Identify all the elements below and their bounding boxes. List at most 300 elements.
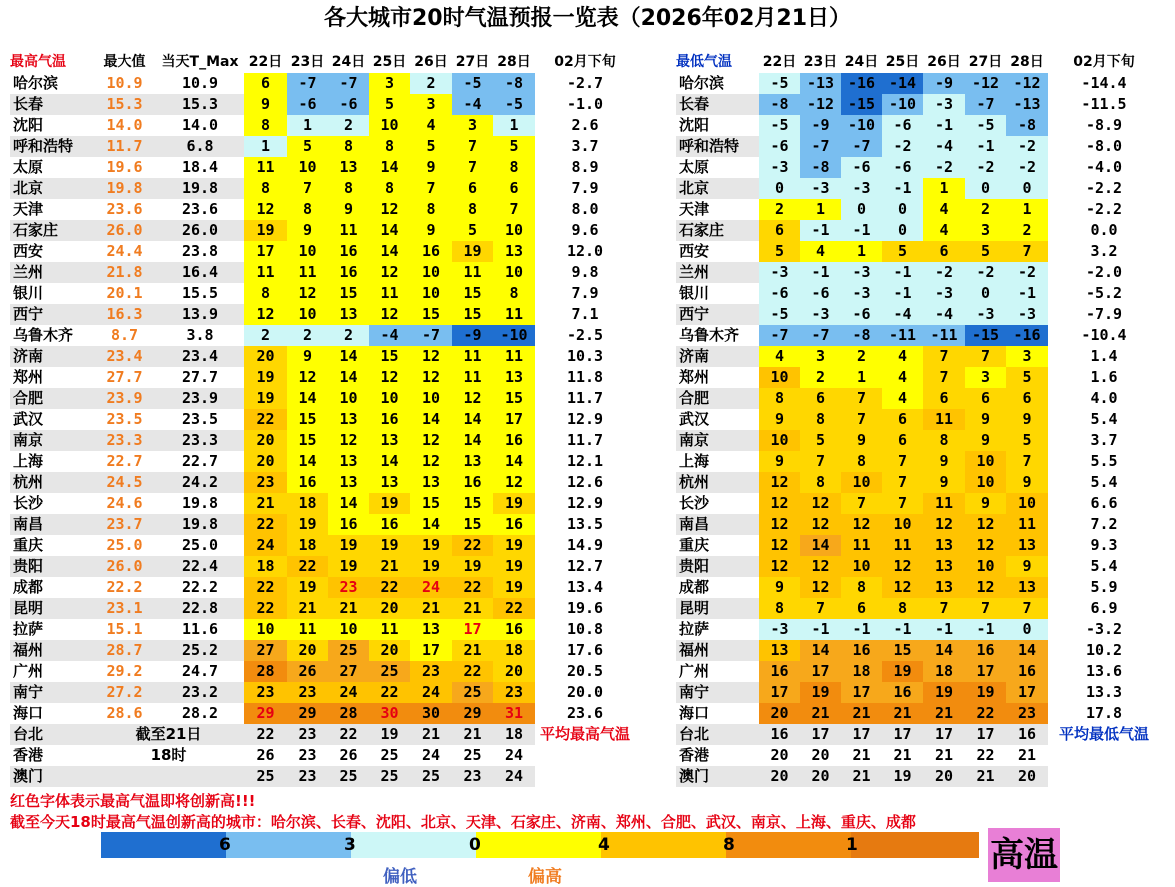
max-value: 23.4 [106, 347, 143, 365]
table-row [10, 346, 635, 367]
table-row [10, 283, 635, 304]
forecast-cell: 19 [493, 556, 535, 577]
forecast-cell: 9 [759, 577, 800, 598]
city-name: 香港 [679, 746, 710, 764]
forecast-cell: 25 [380, 767, 399, 785]
avg-high: 9.6 [535, 220, 635, 241]
forecast-cell: -1 [882, 178, 923, 199]
today-tmax: 15.3 [181, 95, 219, 113]
forecast-cell: 8 [493, 283, 535, 304]
city-name: 香港 [13, 746, 44, 764]
table-row [10, 556, 635, 577]
table-row [676, 178, 1160, 199]
forecast-cell: 7 [965, 598, 1006, 619]
high-header-cell: 24日 [331, 54, 366, 70]
forecast-cell: 20 [811, 746, 830, 764]
avg-high: 20.0 [535, 682, 635, 703]
table-row [676, 535, 1160, 556]
avg-low: 1.6 [1048, 367, 1160, 388]
table-row [676, 241, 1160, 262]
forecast-cell: 15 [410, 493, 452, 514]
city-name: 天津 [679, 200, 710, 218]
max-value: 19.6 [106, 158, 143, 176]
blank-cell [535, 766, 635, 787]
forecast-cell: 2 [328, 325, 369, 346]
forecast-cell: 6 [800, 388, 841, 409]
forecast-cell: 11 [328, 220, 369, 241]
forecast-cell: 10 [759, 367, 800, 388]
max-value: 20.1 [106, 284, 143, 302]
low-header-cell: 23日 [803, 54, 838, 70]
blank-cell [1048, 766, 1160, 787]
forecast-cell: 21 [410, 598, 452, 619]
today-tmax: 19.8 [181, 515, 219, 533]
city-name: 银川 [13, 284, 44, 302]
forecast-cell: -6 [882, 115, 923, 136]
forecast-cell: 16 [493, 430, 535, 451]
forecast-cell: 16 [369, 409, 410, 430]
low-header-cell: 02月下旬 [1073, 54, 1135, 70]
forecast-cell: 12 [965, 535, 1006, 556]
table-row [10, 451, 635, 472]
forecast-cell: 10 [410, 262, 452, 283]
forecast-cell: 21 [244, 493, 287, 514]
low-header-cell: 26日 [927, 54, 961, 70]
forecast-cell: 10 [965, 556, 1006, 577]
city-name: 武汉 [679, 410, 710, 428]
forecast-cell: -6 [759, 283, 800, 304]
city-name: 西安 [679, 242, 710, 260]
avg-high: 11.7 [535, 388, 635, 409]
forecast-cell: 25 [380, 746, 399, 764]
table-row [676, 409, 1160, 430]
forecast-cell: 7 [882, 451, 923, 472]
forecast-cell: 14 [452, 409, 493, 430]
city-name: 拉萨 [13, 620, 44, 638]
forecast-cell: -1 [965, 619, 1006, 640]
forecast-cell: 15 [452, 304, 493, 325]
avg-low: -5.2 [1048, 283, 1160, 304]
max-value: 11.7 [106, 137, 143, 155]
forecast-cell: 19 [287, 577, 328, 598]
forecast-cell: 15 [452, 514, 493, 535]
forecast-cell: 8 [328, 136, 369, 157]
forecast-cell: 10 [965, 472, 1006, 493]
forecast-cell: 14 [328, 367, 369, 388]
forecast-cell: 20 [493, 661, 535, 682]
forecast-cell: 0 [759, 178, 800, 199]
forecast-cell: 13 [328, 409, 369, 430]
max-value: 27.2 [106, 683, 143, 701]
forecast-cell: 18 [493, 640, 535, 661]
forecast-cell: 25 [339, 767, 358, 785]
high-header-cell: 22日 [248, 54, 283, 70]
avg-high-label: 平均最高气温 [535, 724, 635, 745]
avg-low: -2.2 [1048, 178, 1160, 199]
forecast-cell: 20 [244, 451, 287, 472]
forecast-cell: 3 [369, 73, 410, 94]
forecast-cell: 9 [328, 199, 369, 220]
table-row [676, 367, 1160, 388]
forecast-cell: 6 [965, 388, 1006, 409]
forecast-cell: 16 [965, 640, 1006, 661]
max-value: 23.1 [106, 599, 143, 617]
forecast-cell: -10 [841, 115, 882, 136]
avg-high: 17.6 [535, 640, 635, 661]
avg-low: -14.4 [1048, 73, 1160, 94]
forecast-cell: 12 [410, 430, 452, 451]
today-tmax: 13.9 [181, 305, 219, 323]
today-tmax: 18.4 [181, 158, 219, 176]
forecast-cell: 13 [410, 619, 452, 640]
forecast-cell: 19 [893, 767, 912, 785]
forecast-cell: -2 [965, 262, 1006, 283]
max-value: 22.7 [106, 452, 143, 470]
avg-low-label: 平均最低气温 [1048, 724, 1160, 745]
forecast-cell: 4 [882, 346, 923, 367]
city-name: 重庆 [13, 536, 44, 554]
forecast-cell: 6 [1006, 388, 1048, 409]
forecast-cell: 6 [759, 220, 800, 241]
forecast-cell: 19 [493, 493, 535, 514]
forecast-cell: 12 [800, 556, 841, 577]
forecast-cell: 10 [287, 241, 328, 262]
max-value: 23.5 [106, 410, 143, 428]
max-value: 26.0 [106, 557, 143, 575]
max-value: 26.0 [106, 221, 143, 239]
forecast-cell: 19 [800, 682, 841, 703]
avg-low: 6.9 [1048, 598, 1160, 619]
forecast-cell: 7 [800, 598, 841, 619]
table-row [10, 703, 635, 724]
table-row [676, 199, 1160, 220]
forecast-cell: 1 [1006, 199, 1048, 220]
avg-low: -2.0 [1048, 262, 1160, 283]
forecast-cell: -2 [923, 157, 965, 178]
forecast-cell: 23 [298, 746, 317, 764]
forecast-cell: 28 [328, 703, 369, 724]
avg-high: -2.5 [535, 325, 635, 346]
today-tmax: 14.0 [181, 116, 219, 134]
avg-high: 11.8 [535, 367, 635, 388]
avg-high: 3.7 [535, 136, 635, 157]
max-value: 15.1 [106, 620, 143, 638]
table-row [676, 661, 1160, 682]
forecast-cell: 24 [410, 682, 452, 703]
city-name: 银川 [679, 284, 710, 302]
table-row [10, 661, 635, 682]
forecast-cell: 0 [965, 283, 1006, 304]
avg-high: 8.0 [535, 199, 635, 220]
forecast-cell: 4 [882, 388, 923, 409]
forecast-cell: 23 [244, 682, 287, 703]
forecast-cell: -5 [493, 94, 535, 115]
avg-low: -3.2 [1048, 619, 1160, 640]
forecast-cell: 22 [452, 535, 493, 556]
forecast-cell: 17 [811, 725, 830, 743]
logo-text: 高温 [990, 835, 1058, 875]
forecast-cell: 6 [882, 430, 923, 451]
forecast-cell: 21 [800, 703, 841, 724]
table-row [676, 136, 1160, 157]
table-row-extra [10, 745, 635, 766]
forecast-cell: 13 [1006, 535, 1048, 556]
forecast-cell: 21 [852, 767, 871, 785]
table-row [676, 73, 1160, 94]
table-row [10, 178, 635, 199]
forecast-cell: -12 [1006, 73, 1048, 94]
forecast-cell: -3 [923, 94, 965, 115]
city-name: 西宁 [679, 305, 710, 323]
table-row [10, 94, 635, 115]
forecast-cell: -10 [882, 94, 923, 115]
legend-tick-label: 1 [846, 835, 858, 855]
table-row [676, 388, 1160, 409]
forecast-cell: 12 [410, 451, 452, 472]
forecast-cell: 6 [244, 73, 287, 94]
avg-low: 13.6 [1048, 661, 1160, 682]
high-header-cell: 当天T_Max [161, 54, 239, 70]
forecast-cell: 12 [369, 262, 410, 283]
forecast-cell: 8 [923, 430, 965, 451]
forecast-cell: -7 [759, 325, 800, 346]
max-value: 23.3 [106, 431, 143, 449]
forecast-cell: 1 [923, 178, 965, 199]
city-name: 太原 [679, 158, 710, 176]
forecast-cell: -8 [493, 73, 535, 94]
blank-cell [1048, 745, 1160, 766]
forecast-cell: 8 [882, 598, 923, 619]
forecast-cell: 22 [965, 703, 1006, 724]
forecast-cell: 19 [244, 388, 287, 409]
forecast-cell: 10 [287, 157, 328, 178]
forecast-cell: -5 [759, 115, 800, 136]
forecast-cell: 4 [923, 220, 965, 241]
forecast-cell: 19 [244, 367, 287, 388]
table-row [10, 388, 635, 409]
forecast-cell: 10 [328, 388, 369, 409]
table-row [676, 472, 1160, 493]
forecast-cell: 17 [841, 682, 882, 703]
forecast-cell: 11 [841, 535, 882, 556]
forecast-cell: 17 [244, 241, 287, 262]
forecast-cell: 9 [287, 346, 328, 367]
forecast-cell: 10 [882, 514, 923, 535]
high-header-cell: 最高气温 [10, 54, 66, 70]
forecast-cell: 12 [965, 514, 1006, 535]
city-name: 沈阳 [13, 116, 44, 134]
forecast-cell: 14 [452, 430, 493, 451]
forecast-cell: -7 [287, 73, 328, 94]
legend-tick-label: 3 [344, 835, 356, 855]
today-tmax: 22.7 [181, 452, 219, 470]
forecast-cell: -3 [759, 157, 800, 178]
forecast-cell: 8 [841, 577, 882, 598]
today-tmax: 23.2 [181, 683, 219, 701]
forecast-cell: 4 [923, 199, 965, 220]
today-tmax: 16.4 [181, 263, 219, 281]
city-name: 南京 [679, 431, 710, 449]
city-name: 呼和浩特 [679, 137, 740, 155]
forecast-cell: 21 [452, 598, 493, 619]
forecast-cell: 22 [369, 577, 410, 598]
forecast-cell: -3 [759, 262, 800, 283]
avg-low: -2.2 [1048, 199, 1160, 220]
forecast-cell: -3 [841, 178, 882, 199]
forecast-cell: -2 [1006, 136, 1048, 157]
forecast-cell: 17 [1006, 682, 1048, 703]
blank-cell [535, 745, 635, 766]
forecast-cell: -1 [882, 619, 923, 640]
city-name: 天津 [13, 200, 44, 218]
forecast-cell: -9 [800, 115, 841, 136]
forecast-cell: 14 [287, 388, 328, 409]
forecast-cell: 25 [328, 640, 369, 661]
forecast-cell: 17 [452, 619, 493, 640]
table-row [10, 514, 635, 535]
forecast-cell: 3 [452, 115, 493, 136]
forecast-cell: -3 [1006, 304, 1048, 325]
forecast-cell: -6 [759, 136, 800, 157]
forecast-cell: 18 [841, 661, 882, 682]
forecast-cell: 4 [759, 346, 800, 367]
avg-low: 5.5 [1048, 451, 1160, 472]
high-header-cell: 25日 [372, 54, 407, 70]
avg-low: -8.9 [1048, 115, 1160, 136]
today-tmax: 10.9 [181, 74, 219, 92]
forecast-cell: -2 [1006, 262, 1048, 283]
low-header-cell: 25日 [885, 54, 920, 70]
forecast-cell: 1 [287, 115, 328, 136]
low-header-cell: 最低气温 [676, 54, 732, 70]
forecast-cell: 12 [493, 472, 535, 493]
forecast-cell: 1 [493, 115, 535, 136]
forecast-cell: 0 [882, 220, 923, 241]
forecast-cell: 17 [934, 725, 954, 743]
city-name: 呼和浩特 [13, 137, 74, 155]
forecast-cell: 19 [410, 556, 452, 577]
forecast-cell: 14 [369, 220, 410, 241]
forecast-cell: 10 [493, 220, 535, 241]
forecast-cell: 8 [759, 598, 800, 619]
city-name: 哈尔滨 [13, 74, 59, 92]
forecast-cell: 7 [923, 598, 965, 619]
forecast-cell: 14 [493, 451, 535, 472]
forecast-cell: -8 [1006, 115, 1048, 136]
city-name: 杭州 [679, 473, 710, 491]
forecast-cell: 21 [369, 556, 410, 577]
max-value: 16.3 [106, 305, 143, 323]
today-tmax: 22.2 [181, 578, 219, 596]
avg-low: 6.6 [1048, 493, 1160, 514]
forecast-cell: 19 [287, 514, 328, 535]
forecast-cell: 6 [493, 178, 535, 199]
forecast-cell: 11 [244, 157, 287, 178]
forecast-cell: -5 [759, 304, 800, 325]
high-header-cell: 26日 [414, 54, 448, 70]
forecast-cell: 23 [328, 577, 369, 598]
table-row [676, 493, 1160, 514]
forecast-cell: -15 [841, 94, 882, 115]
forecast-cell: 7 [1006, 241, 1048, 262]
forecast-cell: 13 [369, 472, 410, 493]
today-tmax: 27.7 [181, 368, 219, 386]
forecast-cell: 16 [1006, 661, 1048, 682]
forecast-cell: 11 [369, 619, 410, 640]
max-value: 28.7 [106, 641, 143, 659]
forecast-cell: -4 [452, 94, 493, 115]
forecast-cell: 13 [410, 472, 452, 493]
forecast-cell: 0 [1006, 619, 1048, 640]
forecast-cell: 7 [882, 472, 923, 493]
forecast-cell: 13 [452, 451, 493, 472]
city-name: 石家庄 [679, 221, 725, 239]
forecast-cell: 8 [841, 451, 882, 472]
forecast-cell: 12 [800, 514, 841, 535]
forecast-cell: 21 [882, 703, 923, 724]
forecast-cell: 13 [369, 430, 410, 451]
forecast-cell: 0 [841, 199, 882, 220]
forecast-cell: 2 [965, 199, 1006, 220]
city-name: 兰州 [13, 263, 44, 281]
forecast-cell: 11 [452, 367, 493, 388]
forecast-cell: 11 [452, 346, 493, 367]
forecast-cell: 22 [452, 577, 493, 598]
forecast-cell: 17 [893, 725, 912, 743]
avg-low: -4.0 [1048, 157, 1160, 178]
forecast-cell: 26 [256, 746, 275, 764]
forecast-cell: 13 [1006, 577, 1048, 598]
forecast-cell: 9 [965, 493, 1006, 514]
table-row [10, 115, 635, 136]
forecast-cell: -10 [493, 325, 535, 346]
forecast-cell: 9 [965, 430, 1006, 451]
forecast-cell: 12 [882, 556, 923, 577]
forecast-cell: 8 [800, 409, 841, 430]
city-name: 南宁 [13, 683, 44, 701]
legend-swatch [726, 832, 851, 858]
forecast-cell: 19 [452, 556, 493, 577]
forecast-cell: 9 [1006, 472, 1048, 493]
forecast-cell: 17 [976, 725, 995, 743]
forecast-cell: 13 [328, 472, 369, 493]
city-name: 贵阳 [679, 557, 710, 575]
today-tmax: 26.0 [181, 221, 219, 239]
forecast-cell: -1 [965, 136, 1006, 157]
today-tmax: 23.5 [181, 410, 219, 428]
forecast-cell: 9 [410, 220, 452, 241]
forecast-cell: 14 [800, 535, 841, 556]
high-header-cell: 最大值 [103, 54, 146, 70]
forecast-cell: -3 [965, 304, 1006, 325]
forecast-cell: 21 [893, 746, 912, 764]
high-header-row [10, 52, 635, 73]
table-row [676, 598, 1160, 619]
avg-high: 8.9 [535, 157, 635, 178]
forecast-cell: 24 [328, 682, 369, 703]
forecast-cell: -1 [800, 619, 841, 640]
forecast-cell: 12 [882, 577, 923, 598]
legend-tick-label: 4 [598, 835, 610, 855]
city-name: 长沙 [13, 494, 44, 512]
forecast-cell: 11 [452, 262, 493, 283]
city-name: 合肥 [679, 389, 710, 407]
today-tmax: 24.7 [181, 662, 219, 680]
forecast-cell: 12 [759, 535, 800, 556]
record-cities-note: 截至今天18时最高气温创新高的城市：哈尔滨、长春、沈阳、北京、天津、石家庄、济南、郑州、合肥、武汉、南京、上海、重庆、成都 [10, 813, 916, 831]
forecast-cell: 21 [452, 640, 493, 661]
forecast-cell: 14 [1006, 640, 1048, 661]
